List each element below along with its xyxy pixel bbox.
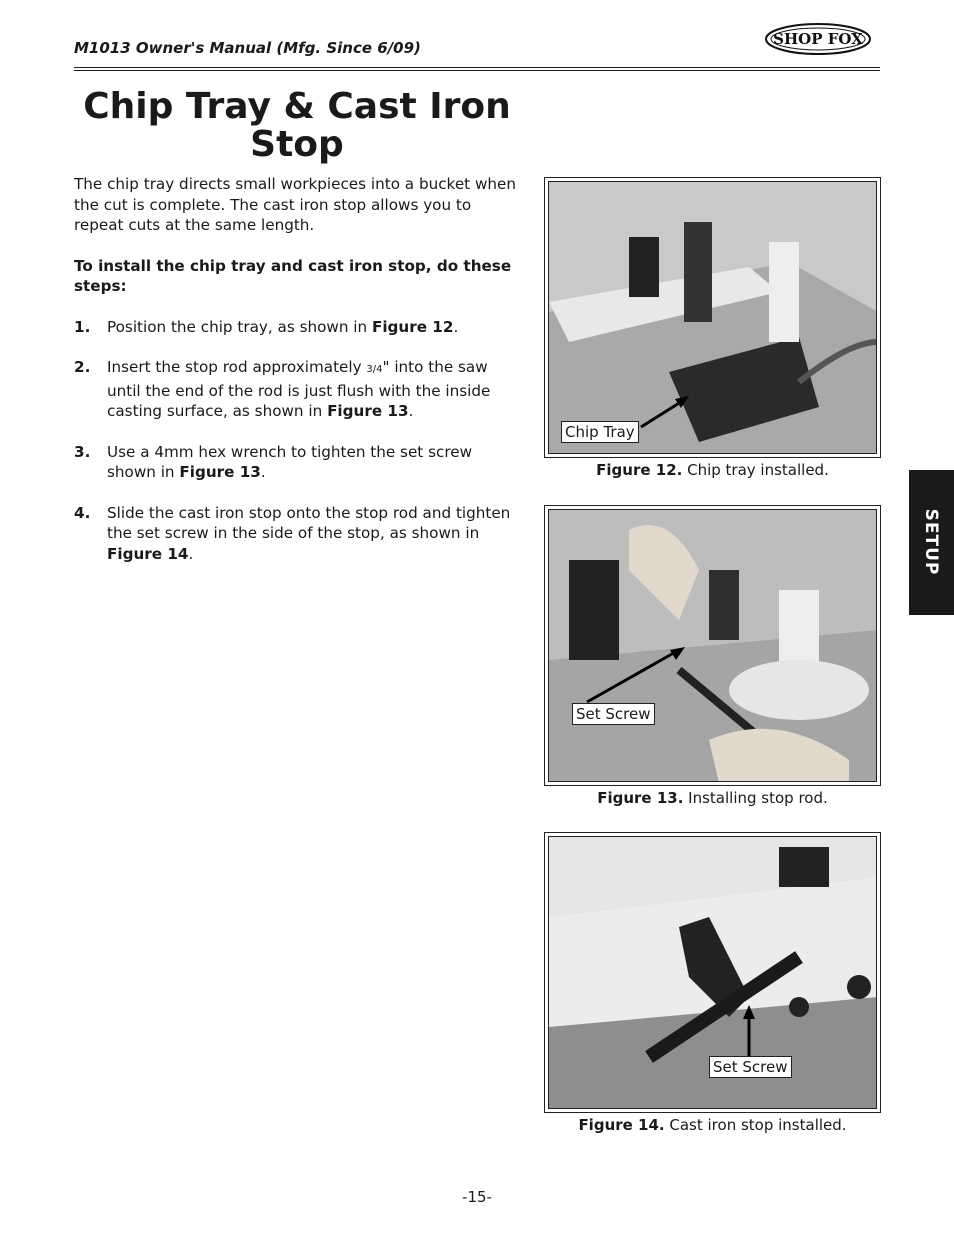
- instruction-lead: To install the chip tray and cast iron stop, do these steps:: [74, 256, 512, 295]
- figure-14-caption: Figure 14. Cast iron stop installed.: [578, 1116, 847, 1134]
- figure-13-photo: [544, 505, 881, 786]
- header-rule: [74, 67, 880, 68]
- step-number: 2.: [74, 358, 91, 376]
- step-1: [74, 317, 524, 338]
- intro-paragraph: The chip tray directs small workpieces into a bucket when the cut is complete. The cast iron stop allows you to repeat cuts at the same length.: [74, 175, 516, 234]
- set-screw-callout: Set Screw: [572, 703, 655, 725]
- step-number: 1.: [74, 317, 91, 336]
- step-text: Insert the stop rod approximately 3/4" into the saw until the end of the rod is just flush with the inside casting surface, as shown in Figure 13.: [107, 358, 491, 420]
- page-title-line-1: Chip Tray & Cast Iron: [83, 86, 511, 127]
- figure-13-caption: Figure 13. Installing stop rod.: [597, 789, 828, 807]
- svg-text:SHOP FOX: SHOP FOX: [773, 30, 863, 48]
- step-3: [74, 442, 524, 483]
- fraction: 3/4: [366, 364, 383, 375]
- step-text: Position the chip tray, as shown in Figure 12.: [107, 317, 459, 336]
- page-number: -15-: [462, 1188, 492, 1206]
- shop-fox-logo: [764, 22, 872, 56]
- step-number: 3.: [74, 442, 91, 461]
- header-rule-thin: [74, 70, 880, 71]
- page-title: [74, 88, 520, 164]
- section-tab-label: SETUP: [921, 508, 941, 576]
- section-tab-setup: [909, 470, 954, 615]
- set-screw-callout: Set Screw: [709, 1056, 792, 1078]
- stop-rod-photo: [549, 510, 877, 782]
- chip-tray-callout: Chip Tray: [561, 421, 639, 443]
- step-number: 4.: [74, 503, 91, 522]
- figure-14-photo: [544, 832, 881, 1113]
- figure-12-photo: [544, 177, 881, 458]
- instructions-column: [74, 174, 524, 584]
- chip-tray-photo: [549, 182, 877, 454]
- step-text: Use a 4mm hex wrench to tighten the set screw shown in Figure 13.: [107, 442, 473, 481]
- manual-title: M1013 Owner's Manual (Mfg. Since 6/09): [74, 39, 421, 57]
- step-text: Slide the cast iron stop onto the stop rod and tighten the set screw in the side of the stop, as shown in Figure 14.: [107, 503, 511, 563]
- step-4: [74, 503, 524, 565]
- step-2: [74, 357, 524, 422]
- page-title-line-2: Stop: [250, 124, 344, 165]
- figure-12-caption: Figure 12. Chip tray installed.: [596, 461, 829, 479]
